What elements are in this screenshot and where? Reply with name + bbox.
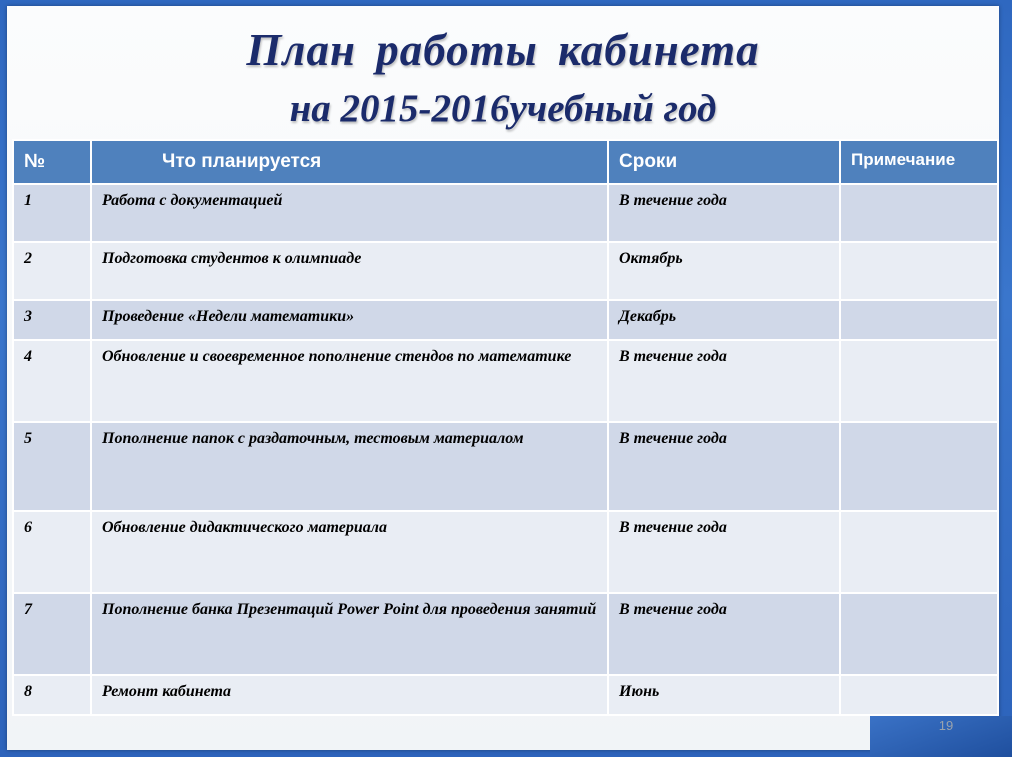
slide-title: План работы кабинета	[246, 25, 760, 75]
cell-what: Подготовка студентов к олимпиаде	[91, 242, 608, 300]
cell-note	[840, 675, 998, 715]
cell-number: 7	[13, 593, 91, 675]
cell-what: Проведение «Недели математики»	[91, 300, 608, 340]
cell-note	[840, 593, 998, 675]
table-row	[13, 511, 998, 593]
table-row	[13, 300, 998, 340]
header-number: №	[13, 140, 91, 184]
header-what: Что планируется	[91, 140, 608, 184]
table-row	[13, 422, 998, 511]
page-number: 19	[938, 718, 954, 733]
cell-note	[840, 300, 998, 340]
cell-what: Ремонт кабинета	[91, 675, 608, 715]
cell-what: Пополнение банка Презентаций Power Point для проведения занятий	[91, 593, 608, 675]
cell-when: Июнь	[608, 675, 840, 715]
cell-what: Обновление и своевременное пополнение стендов по математике	[91, 340, 608, 422]
cell-when: В течение года	[608, 593, 840, 675]
cell-number: 4	[13, 340, 91, 422]
cell-number: 5	[13, 422, 91, 511]
header-note: Примечание	[840, 140, 998, 184]
cell-when: В течение года	[608, 184, 840, 242]
cell-when: Октябрь	[608, 242, 840, 300]
cell-when: В течение года	[608, 511, 840, 593]
cell-when: В течение года	[608, 422, 840, 511]
cell-when: Декабрь	[608, 300, 840, 340]
cell-number: 2	[13, 242, 91, 300]
table-row	[13, 242, 998, 300]
cell-number: 1	[13, 184, 91, 242]
cell-number: 3	[13, 300, 91, 340]
table-header-row	[13, 140, 998, 184]
cell-what: Пополнение папок с раздаточным, тестовым материалом	[91, 422, 608, 511]
cell-note	[840, 340, 998, 422]
slide-subtitle: на 2015-2016учебный год	[289, 87, 717, 130]
cell-what: Работа с документацией	[91, 184, 608, 242]
plan-table	[12, 139, 999, 716]
table-row	[13, 184, 998, 242]
cell-note	[840, 184, 998, 242]
cell-when: В течение года	[608, 340, 840, 422]
cell-number: 6	[13, 511, 91, 593]
table-row	[13, 593, 998, 675]
cell-note	[840, 511, 998, 593]
header-when: Сроки	[608, 140, 840, 184]
table-row	[13, 340, 998, 422]
table-row	[13, 675, 998, 715]
cell-note	[840, 422, 998, 511]
cell-note	[840, 242, 998, 300]
slide	[7, 6, 999, 750]
cell-what: Обновление дидактического материала	[91, 511, 608, 593]
cell-number: 8	[13, 675, 91, 715]
